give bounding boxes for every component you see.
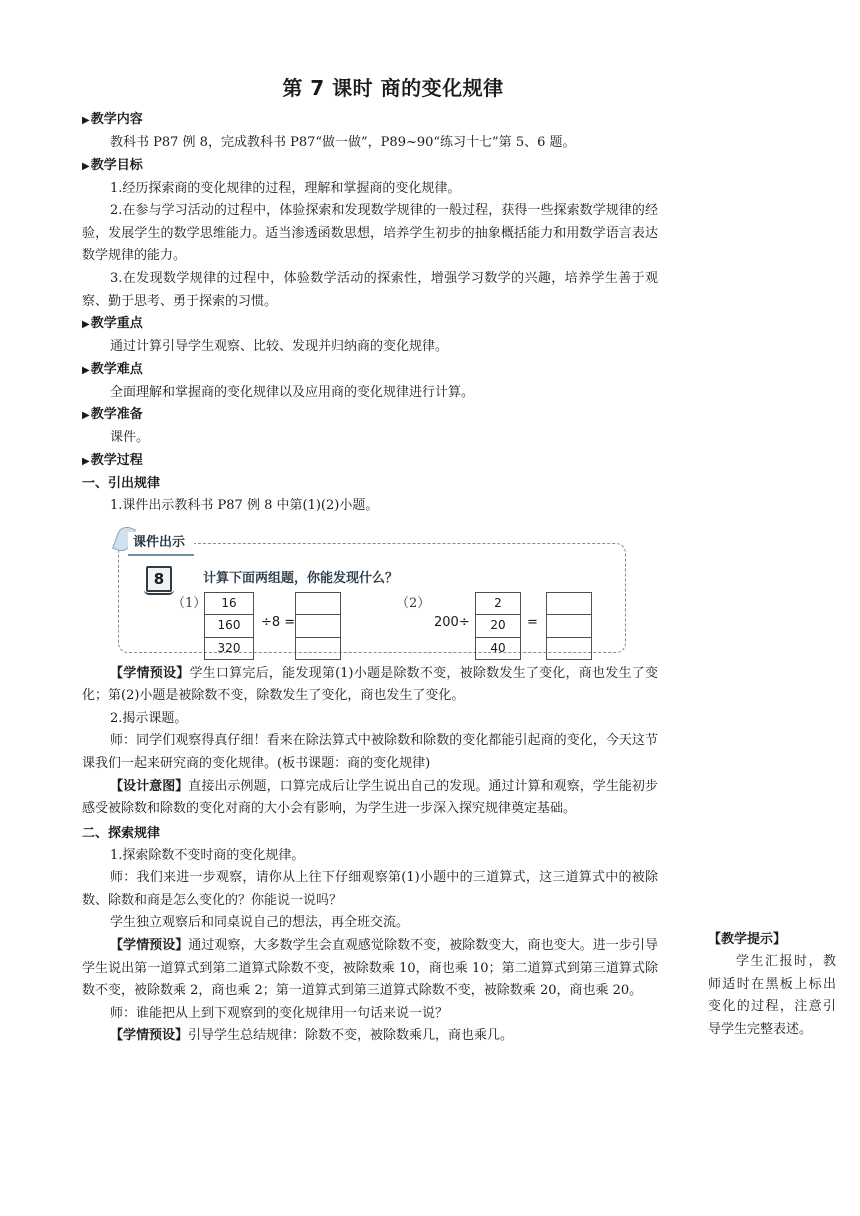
q1-answer-cell[interactable] [296,593,340,616]
section-heading-difficulty: ▶教学难点 [82,361,143,377]
q2-divisor-cell: 2 [476,593,520,616]
keyword-label: 【设计意图】 [110,778,189,794]
section-heading-prep: ▶教学准备 [82,407,143,423]
q2-dividend: 200÷ [434,614,470,630]
q1-dividend-cell: 160 [205,615,253,638]
part2-heading: 二、探索规律 [82,825,161,841]
q1-operator: ÷8 = [261,614,296,630]
q1-answer-column [295,592,341,661]
goal-item-2: 2.在参与学习活动的过程中，体验探索和发现数学规律的一般过程，获得一些探索数学规律的经验，发展学生的数学思维能力。适当渗透函数思想，培养学生初步的抽象概括能力和用数学语言表达数学规律的能力。 [82,203,658,264]
figure-prompt: 计算下面两组题，你能发现什么？ [203,570,399,586]
q1-label: （1） [172,595,207,611]
q2-answer-cell[interactable] [547,615,591,638]
q1-dividend-column [204,592,254,661]
q2-divisor-column [475,592,521,661]
part1-step1: 1.课件出示教科书 P87 例 8 中第(1)(2)小题。 [110,497,379,513]
keyword-label: 【学情预设】 [110,665,190,681]
key-text: 通过计算引导学生观察、比较、发现并归纳商的变化规律。 [110,339,449,355]
section-heading-goals: ▶教学目标 [82,157,143,173]
part1-step2: 2.揭示课题。 [110,710,188,726]
goal-item-1: 1.经历探索商的变化规律的过程，理解和掌握商的变化规律。 [110,180,461,196]
side-note [708,929,836,1041]
q1-answer-cell[interactable] [296,638,340,661]
keyword-label: 【学情预设】 [110,1028,189,1044]
section-heading-process: ▶教学过程 [82,452,143,468]
q1-answer-cell[interactable] [296,615,340,638]
part2-student-activity: 学生独立观察后和同桌说自己的想法，再全班交流。 [110,915,410,931]
triangle-bullet-icon: ▶ [82,319,90,331]
figure-tag: 课件出示 [128,532,194,556]
triangle-bullet-icon: ▶ [82,410,90,422]
part2-prediction: 【学情预设】通过观察，大多数学生会直观感觉除数不变，被除数变大，商也变大。进一步引导学生说出第一道算式到第二道算式除数不变，被除数乘 10，商也乘 10；第二道算式到第三道算式除数不变，被除数乘 2，商也乘 2；第一道算式到第三道算式除数不变，被除数乘 20，商也乘 20。 [82,938,658,999]
q2-answer-cell[interactable] [547,638,591,661]
part1-prediction: 【学情预设】学生口算完后，能发现第(1)小题是除数不变，被除数发生了变化，商也发生了变化；第(2)小题是被除数不变，除数发生了变化，商也发生了变化。 [82,665,658,704]
part2-summary: 【学情预设】引导学生总结规律：除数不变，被除数乘几，商也乘几。 [110,1028,514,1044]
part1-teacher-line: 师：同学们观察得真仔细！看来在除法算式中被除数和除数的变化都能引起商的变化，今天这节课我们一起来研究商的变化规律。(板书课题：商的变化规律) [82,733,658,771]
triangle-bullet-icon: ▶ [82,115,90,126]
page-title: 第 7 课时 商的变化规律 [282,76,504,100]
section-heading-content: ▶教学内容 [82,112,143,127]
prep-text: 课件。 [110,430,150,446]
difficulty-text: 全面理解和掌握商的变化规律以及应用商的变化规律进行计算。 [110,384,475,400]
triangle-bullet-icon: ▶ [82,364,90,376]
goal-item-3: 3.在发现数学规律的过程中，体验数学活动的探索性，增强学习数学的兴趣，培养学生善于观察、勤于思考、勇于探索的习惯。 [82,270,658,309]
keyword-label: 【学情预设】 [110,938,189,954]
example-number-book-icon: 8 [146,566,172,592]
part1-design-intent: 【设计意图】直接出示例题，口算完成后让学生说出自己的发现。通过计算和观察，学生能初步感受被除数和除数的变化对商的大小会有影响，为学生进一步深入探究规律奠定基础。 [82,778,658,817]
part2-teacher-question: 师：我们来进一步观察，请你从上往下仔细观察第(1)小题中的三道算式，这三道算式中的被除数、除数和商是怎么变化的？你能说一说吗？ [82,870,658,908]
part2-teacher-line: 师：谁能把从上到下观察到的变化规律用一句话来说一说？ [110,1005,449,1021]
part2-step1: 1.探索除数不变时商的变化规律。 [110,847,305,863]
content-text: 教科书 P87 例 8，完成教科书 P87“做一做”，P89~90“练习十七”第 5、6 题。 [110,135,576,150]
q2-answer-cell[interactable] [547,593,591,616]
side-note-title: 【教学提示】 [708,932,787,947]
courseware-figure [118,530,626,653]
triangle-bullet-icon: ▶ [82,160,90,172]
lesson-body [82,109,658,1048]
side-note-text: 学生汇报时，教师适时在黑板上标出变化的过程，注意引导学生完整表述。 [708,954,836,1037]
q2-label: （2） [396,595,431,611]
triangle-bullet-icon: ▶ [82,455,90,467]
q1-dividend-cell: 320 [205,638,253,661]
q2-divisor-cell: 20 [476,615,520,638]
q2-equals: = [527,614,538,630]
q1-dividend-cell: 16 [205,593,253,616]
section-heading-key: ▶教学重点 [82,316,143,332]
q2-answer-column [546,592,592,661]
q2-divisor-cell: 40 [476,638,520,661]
part1-heading: 一、引出规律 [82,475,161,491]
